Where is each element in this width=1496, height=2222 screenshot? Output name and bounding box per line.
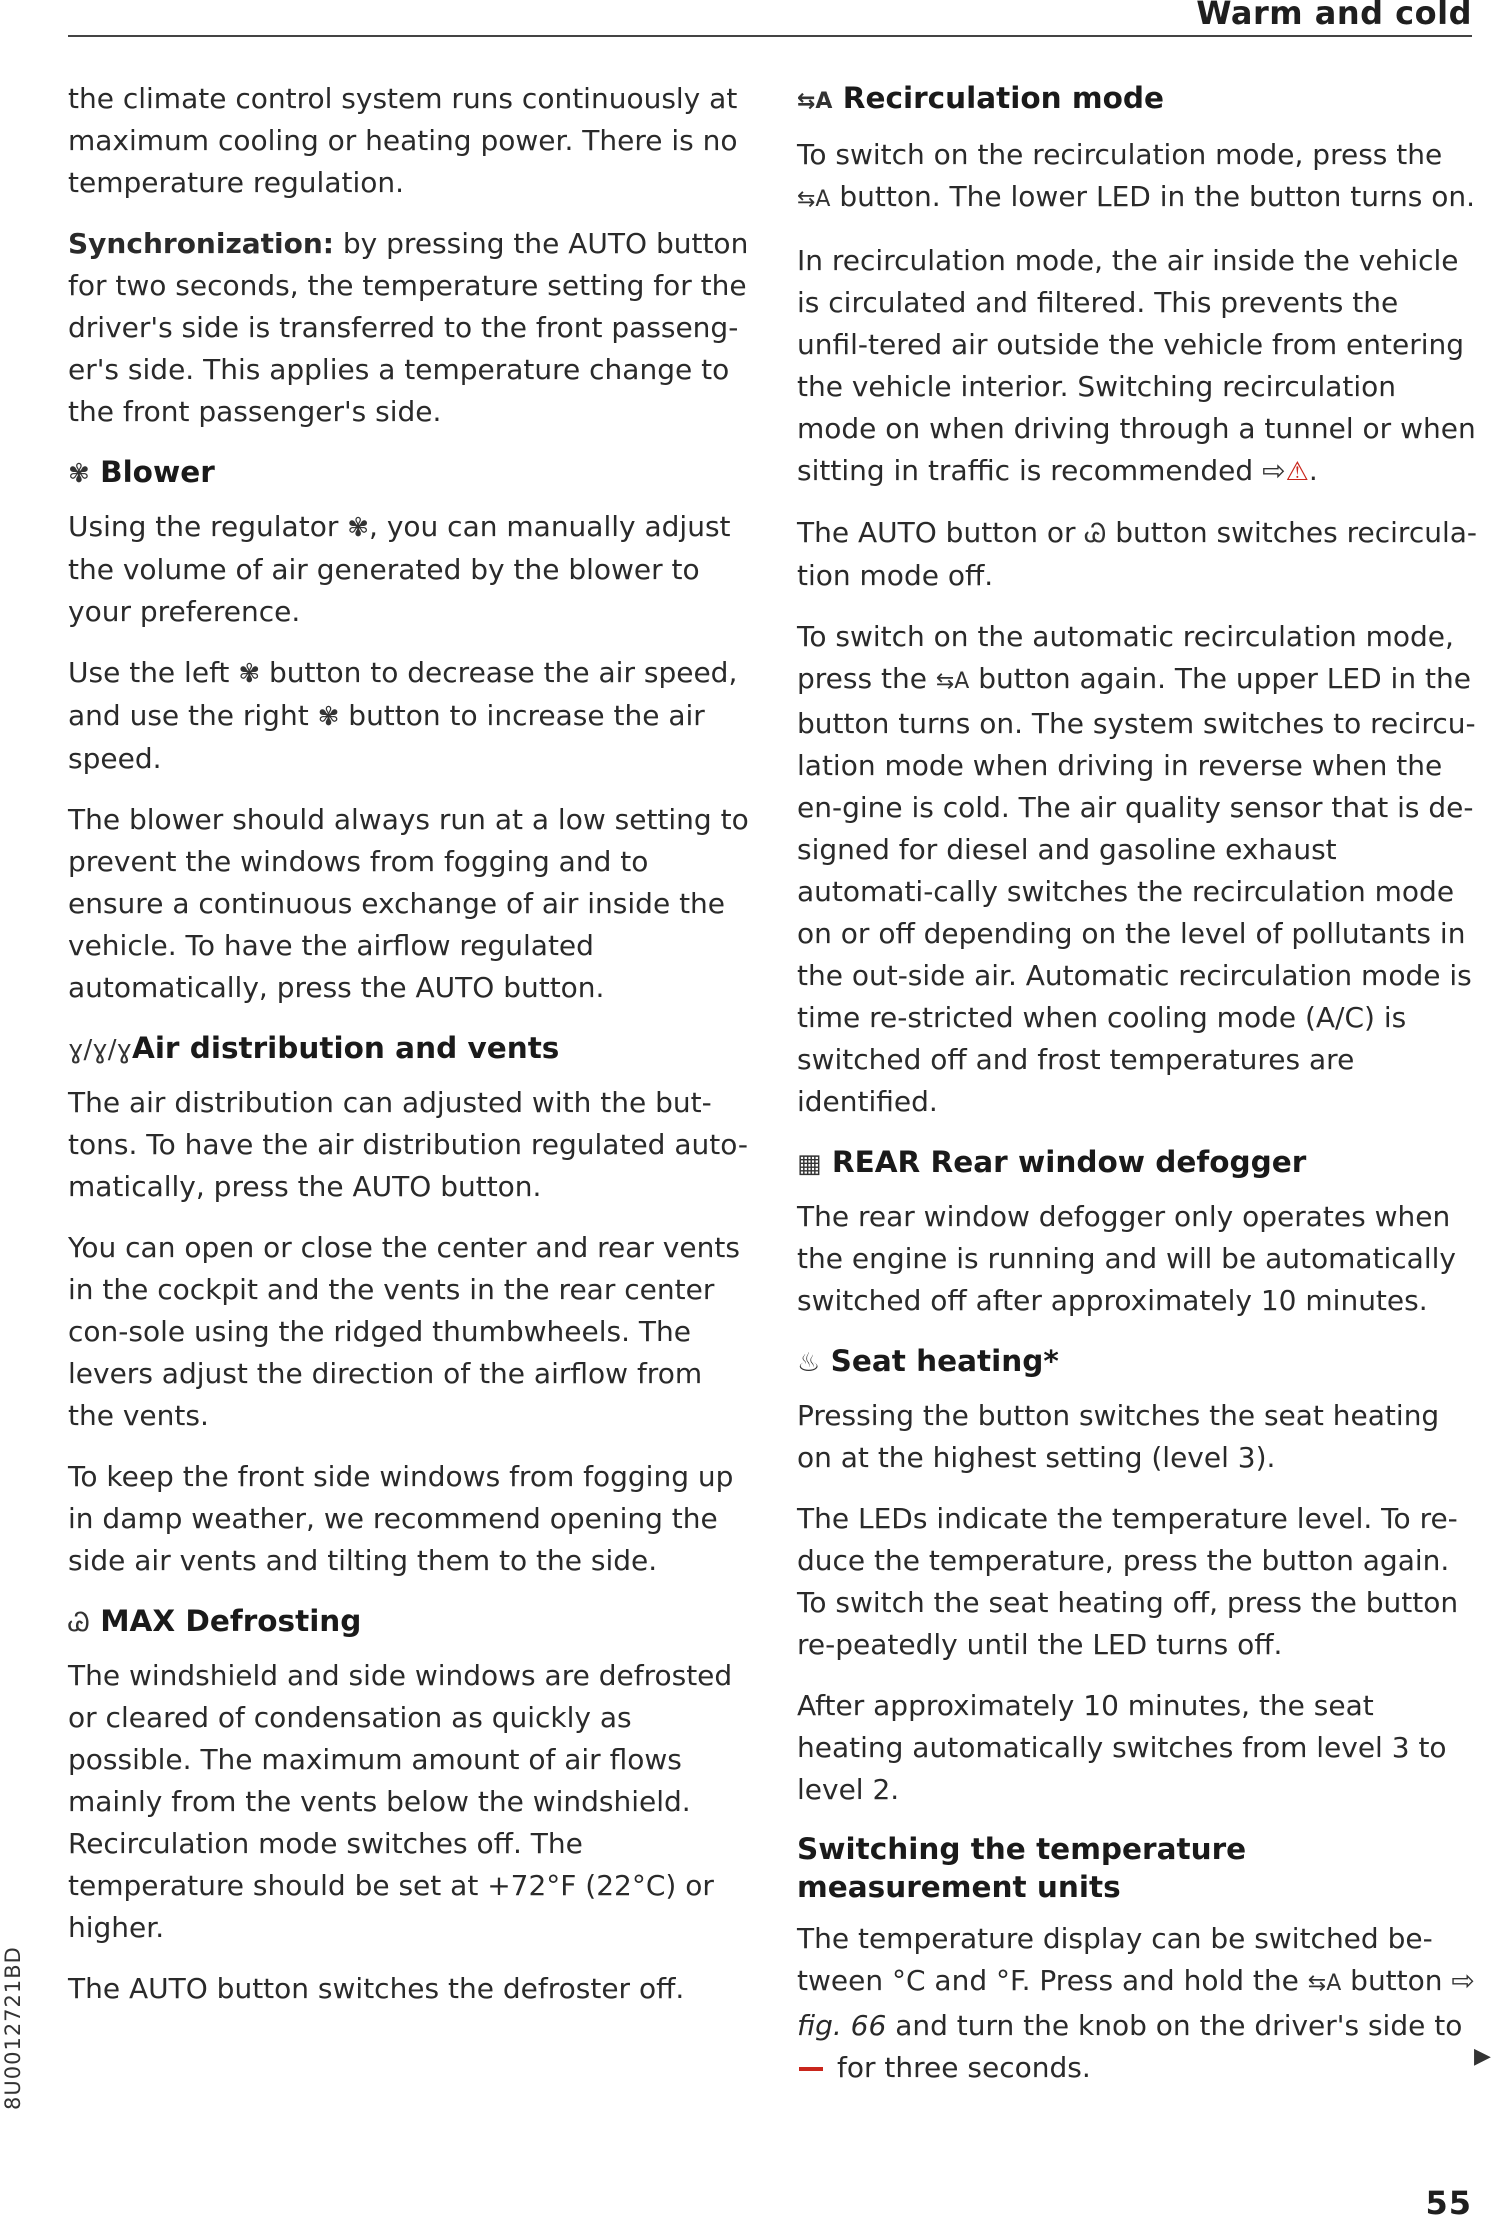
paragraph xyxy=(68,1227,750,1437)
paragraph-text: button to decrease the air speed, and use the right xyxy=(68,656,738,732)
paragraph-text: The AUTO button or xyxy=(797,516,1085,549)
synchronization-label: Synchronization: xyxy=(68,227,334,260)
heading-text: Air distribution and vents xyxy=(131,1031,560,1065)
heading-air-distribution xyxy=(68,1028,750,1070)
defrost-icon: Ꮚ xyxy=(1084,519,1107,549)
paragraph-text: Pressing the button switches the seat heating on at the highest setting (level 3). xyxy=(797,1399,1440,1474)
red-dash-icon xyxy=(799,2067,823,2071)
paragraph xyxy=(797,512,1477,597)
page-number: 55 xyxy=(1425,2184,1472,2222)
paragraph-text: In recirculation mode, the air inside the vehicle is circulated and filtered. This prevents the unfil-tered air outside the vehicle from entering the vehicle interior. Switching recirculation mode on when driving through a tunnel or when sitting in traffic is recommended xyxy=(797,244,1476,487)
figure-reference-link[interactable]: fig. 66 xyxy=(797,2009,887,2042)
defrost-icon: Ꮚ xyxy=(68,1608,90,1638)
paragraph xyxy=(797,1918,1477,2089)
paragraph xyxy=(797,1685,1477,1811)
heading-blower xyxy=(68,452,750,494)
section-title: Warm and cold xyxy=(1196,0,1472,32)
paragraph-text: To keep the front side windows from fogging up in damp weather, we recommend opening the side air vents and tilting them to the side. xyxy=(68,1460,734,1577)
recirculation-icon: ⇆A xyxy=(935,669,970,694)
heading-recirculation-mode xyxy=(797,78,1477,122)
paragraph-text: , you can manually adjust the volume of air generated by the blower to your preference. xyxy=(68,510,731,628)
recirculation-icon: ⇆A xyxy=(797,187,831,212)
right-column xyxy=(797,78,1477,2108)
heading-text: Seat heating* xyxy=(830,1344,1059,1378)
paragraph-text: The LEDs indicate the temperature level. To re-duce the temperature, press the button again. To switch the seat heating off, press the button re-peatedly until the LED turns off. xyxy=(797,1502,1459,1661)
heading-text: Switching the temperature measurement units xyxy=(797,1832,1247,1904)
continue-indicator xyxy=(1474,2043,1496,2069)
paragraph xyxy=(68,1456,750,1582)
heading-rear-window-defogger xyxy=(797,1142,1477,1184)
heading-text: MAX Defrosting xyxy=(100,1604,362,1638)
paragraph-text: button xyxy=(1341,1964,1452,1997)
paragraph-text: To switch on the recirculation mode, press the xyxy=(797,138,1443,171)
paragraph xyxy=(797,1498,1477,1666)
seat-heating-icon: ♨ xyxy=(797,1348,821,1378)
reference-arrow-icon: ⇨ xyxy=(1451,1964,1475,1997)
heading-temperature-units xyxy=(797,1830,1477,1906)
blower-icon: ✾ xyxy=(238,659,261,689)
continue-arrow-icon: ▶ xyxy=(1474,2043,1491,2068)
paragraph xyxy=(68,506,750,633)
paragraph xyxy=(68,652,750,780)
paragraph-text: Use the left xyxy=(68,656,239,689)
heading-text: Blower xyxy=(100,455,215,489)
paragraph-text: for three seconds. xyxy=(837,2051,1091,2084)
heading-seat-heating xyxy=(797,1341,1477,1383)
recirculation-icon: ⇆A xyxy=(1307,1971,1342,1996)
paragraph-text: by pressing the AUTO button for two seconds, the temperature setting for the driver's side is transferred to the front passeng-er's side. This applies a temperature change to the front passenger's side. xyxy=(68,227,749,428)
paragraph-text: . xyxy=(1308,454,1318,487)
paragraph-text: Using the regulator xyxy=(68,510,348,543)
air-distribution-icon: ɣ/ɣ/ɣ xyxy=(68,1035,132,1065)
paragraph-text: You can open or close the center and rear vents in the cockpit and the vents in the rear center con-sole using the ridged thumbwheels. The levers adjust the direction of the airflow from the vents. xyxy=(68,1231,740,1432)
heading-text: REAR Rear window defogger xyxy=(831,1145,1307,1179)
blower-icon: ✾ xyxy=(317,702,340,732)
paragraph xyxy=(797,240,1477,493)
paragraph-text: The windshield and side windows are defrosted or cleared of condensation as quickly as possible. The maximum amount of air flows mainly from the vents below the windshield. Recirculation mode switches off. The temperature should be set at +72°F (22°C) or higher. xyxy=(68,1659,733,1944)
paragraph-text: The AUTO button switches the defroster off. xyxy=(68,1972,685,2005)
heading-max-defrosting xyxy=(68,1601,750,1643)
paragraph xyxy=(68,1082,750,1208)
paragraph-text: button switches recircula-tion mode off. xyxy=(797,516,1478,592)
paragraph-text: and turn the knob on the driver's side to xyxy=(886,2009,1463,2042)
paragraph-text: button to increase the air speed. xyxy=(68,699,705,775)
paragraph xyxy=(68,1968,750,2010)
paragraph xyxy=(68,1655,750,1949)
paragraph-text: button. The lower LED in the button turns on. xyxy=(830,180,1476,213)
paragraph-text: the climate control system runs continuously at maximum cooling or heating power. There is no temperature regulation. xyxy=(68,82,738,199)
paragraph xyxy=(68,799,750,1009)
paragraph-text: The rear window defogger only operates when the engine is running and will be automatically switched off after approximately 10 minutes. xyxy=(797,1200,1456,1317)
paragraph-text: button again. The upper LED in the button turns on. The system switches to recircu-lation mode when driving in reverse when the en-gine is cold. The air quality sensor that is de-signed for diesel and gasoline exhaust automati-cally switches the recirculation mode on or off depending on the level of pollutants in the out-side air. Automatic recirculation mode is time re-stricted when cooling mode (A/C) is switched off and frost temperatures are identified. xyxy=(797,662,1476,1118)
paragraph xyxy=(797,616,1477,1123)
blower-icon: ✾ xyxy=(347,513,370,543)
paragraph xyxy=(797,1196,1477,1322)
left-column xyxy=(68,78,750,2029)
warning-icon[interactable]: ⚠ xyxy=(1285,457,1309,487)
paragraph xyxy=(68,78,750,204)
paragraph-text: The blower should always run at a low setting to prevent the windows from fogging and to ensure a continuous exchange of air inside the vehicle. To have the airflow regulated automatically, press the AUTO button. xyxy=(68,803,749,1004)
reference-arrow-icon: ⇨ xyxy=(1262,454,1286,487)
heading-text: Recirculation mode xyxy=(842,81,1165,115)
paragraph-text: After approximately 10 minutes, the seat heating automatically switches from level 3 to level 2. xyxy=(797,1689,1447,1806)
rear-defogger-icon: ▦ xyxy=(797,1149,822,1179)
paragraph xyxy=(797,1395,1477,1479)
header-rule xyxy=(68,35,1472,37)
blower-icon: ✾ xyxy=(68,459,90,489)
paragraph xyxy=(797,134,1477,221)
recirculation-icon: ⇆A xyxy=(797,89,833,114)
paragraph-text: The air distribution can adjusted with the but-tons. To have the air distribution regulated auto-matically, press the AUTO button. xyxy=(68,1086,748,1203)
document-code-text: 8U0012721BD xyxy=(1,1946,25,2110)
paragraph-text: The temperature display can be switched be-tween °C and °F. Press and hold the xyxy=(797,1922,1433,1997)
paragraph-text: To switch on the automatic recirculation mode, press the xyxy=(797,620,1454,695)
paragraph-synchronization xyxy=(68,223,750,433)
